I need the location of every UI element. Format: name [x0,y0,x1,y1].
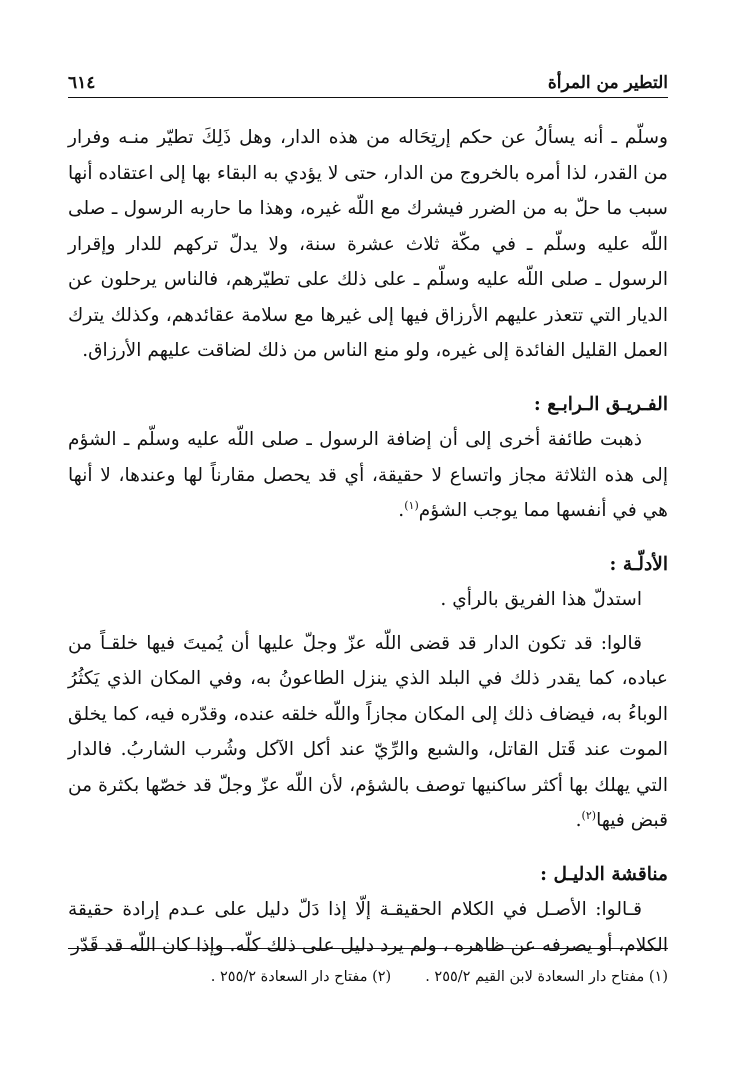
discussion-paragraph: قـالوا: الأصـل في الكلام الحقيقـة إلّا إذا دَلّ دليل على عـدم إرادة حقيقة الكلام، أو يصرفه عن ظاهره ، ولم يرد دليل على ذلك كلّه. وإذا كان اللّه قد قَدّر [68,899,668,956]
footnotes [68,966,668,988]
footnote-1: (١) مفتاح دار السعادة لابن القيم ٢٥٥/٢ . [425,969,668,985]
page-body [68,120,668,963]
footnote-ref-2[interactable]: (٢) [581,808,597,822]
footnote-ref-1[interactable]: (١) [404,498,419,512]
running-header [68,68,668,98]
book-page [68,68,668,1028]
fourth-group-text: ذهبت طائفة أخرى إلى أن إضافة الرسول ـ صلى اللّه عليه وسلّم ـ الشؤم إلى هذه الثلاثة مجاز واتساع لا حقيقة، أي قد يحصل مقارناً لها وعندها، لا أنها هي في أنفسها مما يوجب الشؤم [68,429,668,521]
fourth-group-paragraph [68,422,668,529]
evidence-text: قالوا: قد تكون الدار قد قضى اللّه عزّ وجلّ عليها أن يُميتَ فيها خلقـاً من عباده، كما يقدر ذلك في البلد الذي ينزل الطاعونُ به، وفي المكان الذي يَكثُرُ الوباءُ به، فيضاف ذلك إلى المكان مجازاً واللّه خلقه عنده، وقدّره فيه، كما يخلق الموت عند قَتل القاتل، والشبع والرِّيّ عند أكل الآكل وشُرب الشاربُ. فالدار التي يهلك بها أكثر ساكنيها توصف بالشؤم، لأن اللّه عزّ وجلّ قد خصّها بكثرة من قبض فيها [68,632,668,831]
evidence-intro: استدلّ هذا الفريق بالرأي . [440,589,642,610]
continuation-paragraph: وسلّم ـ أنه يسألُ عن حكم إرتِحَاله من هذه الدار، وهل ذَلِكَ تطيّر منـه وفرار من القدر، لذا أمره بالخروج من الدار، حتى لا يؤدي به البقاء بها إلى اعتقاده أنها سبب ما حلّ به من الضرر فيشرك مع اللّه غيره، وهذا ما حاربه الرسول ـ صلى اللّه عليه وسلّم ـ في مكّة ثلاث عشرة سنة، ولا يدلّ تركهم للدار وإقرار الرسول ـ صلى اللّه عليه وسلّم ـ على ذلك على تطيّرهم، فالناس يرحلون عن الديار التي تتعذر عليهم الأرزاق فيها إلى غيرها مع سلامة عقائدهم، وكذلك يترك العمل القليل الفائدة إلى غيره، ولو منع الناس من ذلك لضاقت عليهم الأرزاق. [68,127,668,361]
evidence-tail: . [575,810,582,831]
footnote-2: (٢) مفتاح دار السعادة ٢٥٥/٢ . [210,969,392,985]
footnote-divider [68,948,668,949]
section-heading-evidence: الأدلّـة : [609,553,668,575]
section-heading-fourth-group: الفـريـق الـرابـع : [533,393,668,415]
running-title: التطير من المرأة [547,73,668,93]
section-heading-discussion: مناقشة الدليـل : [540,863,668,885]
evidence-paragraph [68,626,668,839]
page-number: ٦١٤ [68,73,96,93]
fourth-group-tail: . [398,500,405,521]
